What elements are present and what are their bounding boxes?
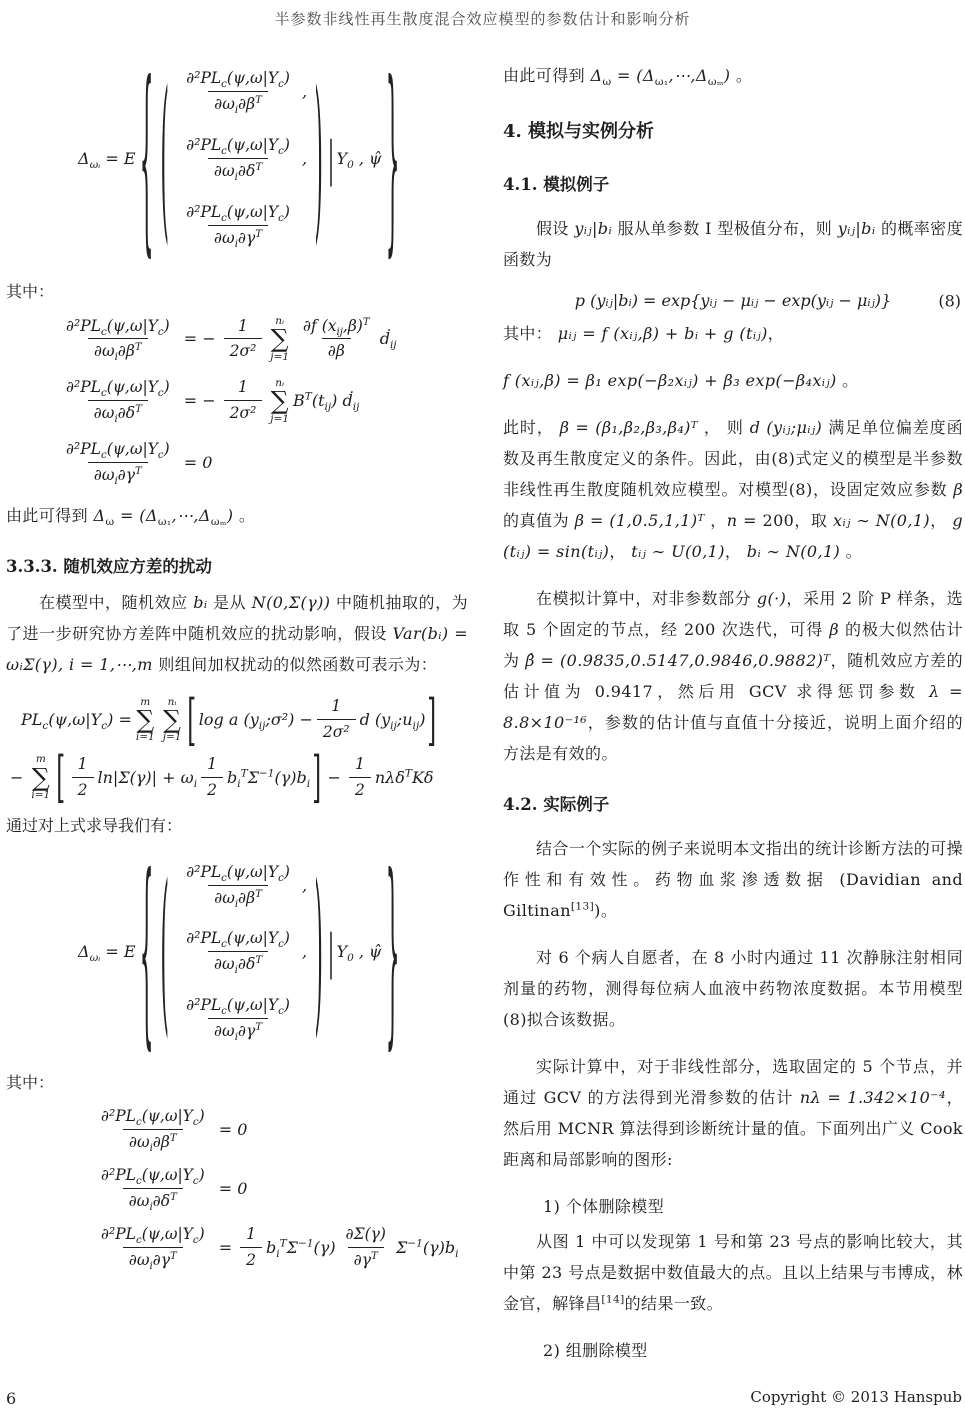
equation-beta-zero: [91, 1106, 468, 1153]
equals-zero: = 0: [183, 452, 213, 472]
fraction-denominator: $\partial\omega_i\partial\beta^T$: [88, 338, 148, 362]
half-fraction: [349, 754, 371, 801]
fraction: [60, 377, 176, 424]
right-brace: }: [385, 834, 400, 1070]
section-heading-333: 3.3.3. 随机效应方差的扰动: [6, 556, 212, 576]
fraction: [60, 316, 176, 363]
equation-lhs: $PL_c(\psi,\omega|Y_c)$ =: [21, 710, 132, 733]
equation-delta-expectation-2: [78, 834, 468, 1070]
fraction: [180, 68, 296, 115]
fraction-denominator: 2: [201, 777, 223, 801]
fraction-numerator: $\partial^2PL_c(\psi,\omega|Y_c)$: [186, 136, 290, 158]
paragraph-model-settings: 此时， β = (β₁,β₂,β₃,β₄)ᵀ ， 则 d (yᵢⱼ;μᵢⱼ) 满足单位偏差度函数及再生散度定义的条件。因此，由(8)式定义的模型是半参数非线性再生散度随机效应模型。对模型(8)，设固定效应参数 β 的真值为 β = (1,0.5,1,1)ᵀ ，n = 200，取 xᵢⱼ ∼ N(0,1)， g (tᵢⱼ) = sin(tᵢⱼ)， tᵢⱼ ∼ U(0,1)， bᵢ ∼ N(0,1) 。: [503, 418, 963, 561]
sigma-icon: ∑: [270, 385, 289, 415]
summation-m: [136, 696, 155, 744]
fraction-denominator: $\partial\omega_i\partial\gamma^T$: [123, 1247, 183, 1271]
summation-upper: m: [35, 753, 46, 766]
equation-tail: ḋ$_{ij}$: [379, 329, 397, 352]
conditioning-bar: |: [328, 923, 335, 980]
fraction: [95, 1224, 211, 1271]
where-label-1: 其中：: [6, 282, 55, 301]
comma: ,: [301, 149, 308, 168]
fraction-denominator: $\partial\omega_i\partial\gamma^T$: [88, 462, 148, 486]
fraction-denominator: 2σ²: [224, 338, 263, 362]
quadratic-left: $b_i^T\Sigma^{-1}(\gamma)$: [266, 1237, 336, 1261]
quadratic-term: $b_i^T\Sigma^{-1}(\gamma)b_i$: [226, 767, 311, 791]
fraction-denominator: $\partial\omega_i\partial\gamma^T$: [208, 1018, 268, 1042]
quadratic-right: $\Sigma^{-1}(\gamma)b_i$: [395, 1237, 459, 1261]
conclude-line-right: 由此可得到 $\Delta_\omega$ = $(\Delta_{\omega_1},\cdots,\Delta_{\omega_m})$ 。: [503, 66, 753, 89]
list-item-group-deletion: 2) 组删除模型: [543, 1341, 648, 1360]
summation-lower: i=1: [31, 789, 51, 802]
half-fraction: [240, 1224, 262, 1271]
fraction-numerator: 1: [331, 697, 342, 716]
paragraph-f-definition: f (xᵢⱼ,β) = β₁ exp(−β₂xᵢⱼ) + β₃ exp(−β₄xᵢⱼ) 。: [503, 371, 859, 390]
fraction-numerator: 1: [246, 1225, 256, 1244]
fraction-row-delta: [176, 135, 307, 182]
left-paren: (: [160, 848, 169, 1056]
equation-gamma-derivative: [91, 1224, 468, 1271]
fraction-denominator: $\partial\omega_i\partial\beta^T$: [123, 1129, 183, 1153]
minus-sign: −: [10, 767, 24, 787]
left-brace: {: [139, 834, 154, 1070]
fraction-numerator: 1: [207, 754, 217, 773]
sigma-icon: ∑: [270, 324, 289, 354]
fraction-numerator: $\partial^2PL_c(\psi,\omega|Y_c)$: [186, 69, 290, 91]
summation-upper: nᵢ: [275, 376, 285, 389]
coefficient-fraction: [224, 377, 263, 424]
fraction-denominator: ∂β: [322, 338, 351, 362]
fraction-denominator: $\partial\omega_i\partial\delta^T$: [88, 400, 148, 424]
paragraph-real-example-intro: 结合一个实际的例子来说明本文指出的统计诊断方法的可操作性和有效性。药物血浆渗透数据 (Davidian and Giltinan[13])。: [503, 839, 963, 920]
sigma-icon: ∑: [136, 704, 155, 734]
equation-second-derivative-gamma-zero: [56, 439, 468, 486]
dSigma-fraction: [340, 1224, 392, 1271]
fraction: [180, 995, 296, 1042]
right-paren: ): [314, 848, 323, 1056]
fraction-numerator: $\partial^2PL_c(\psi,\omega|Y_c)$: [186, 996, 290, 1018]
left-brace: {: [139, 40, 154, 277]
right-brace: }: [385, 40, 400, 277]
fraction-row-delta: [176, 928, 307, 975]
right-paren: ): [314, 54, 323, 263]
fraction-numerator: 1: [238, 316, 248, 335]
fraction-denominator: $\partial\omega_i\partial\beta^T$: [208, 885, 268, 909]
paragraph-simulation-results: 在模拟计算中，对非参数部分 g(·)，采用 2 阶 P 样条，选取 5 个固定的节点，经 200 次迭代，可得 β 的极大似然估计为 β̂ = (0.9835,0.5147,0.9846,0.9882)ᵀ，随机效应方差的估计值为 0.9417，然后用 GCV 求得惩罚参数 λ = 8.8×10⁻¹⁶，参数的估计值与直值十分接近，说明上面介绍的方法是有效的。: [503, 589, 964, 763]
summation-upper: m: [140, 695, 151, 708]
equals-zero: = 0: [218, 1120, 248, 1140]
fraction: [95, 1165, 211, 1212]
log-term: log a $(y_{ij};\sigma^2)$ −: [198, 710, 313, 733]
fraction-numerator: $\partial^2PL_c(\psi,\omega|Y_c)$: [186, 862, 290, 884]
summation-lower: j=1: [162, 731, 182, 744]
equals-sign: =: [218, 1237, 233, 1257]
coefficient-fraction: [317, 696, 356, 743]
right-bracket: ]: [312, 745, 322, 810]
fraction-numerator: 1: [354, 754, 365, 773]
minus-sign: −: [327, 767, 341, 787]
comma: ,: [301, 82, 308, 102]
fraction-denominator: 2: [240, 1247, 262, 1271]
equation-delta-zero: [91, 1165, 468, 1212]
fraction-numerator: $\partial^2PL_c(\psi,\omega|Y_c)$: [66, 316, 170, 338]
equation-delta-expectation-1: [78, 40, 468, 277]
fraction-denominator: $\partial\omega_i\partial\beta^T$: [208, 91, 268, 115]
condition-terms: $Y_0$ , ψ̂: [336, 942, 382, 965]
half-fraction: [72, 754, 94, 801]
left-bracket: [: [56, 745, 66, 810]
page-number: 6: [6, 1389, 17, 1408]
equation-penalized-likelihood-line1: [21, 687, 468, 752]
section-heading-41: 4.1. 模拟例子: [503, 175, 610, 194]
running-head-title: 半参数非线性再生散度混合效应模型的参数估计和影响分析: [274, 10, 691, 28]
condition-terms: $Y_0$ , ψ̂: [336, 149, 382, 172]
paragraph-figure1-findings: 从图 1 中可以发现第 1 号和第 23 号点的影响比较大，其中第 23 号点是数据中数值最大的点。且以上结果与韦博成，林金官，解锋昌[14]的结果一致。: [503, 1232, 963, 1313]
sigma-icon: ∑: [163, 704, 181, 734]
summation-upper: nᵢ: [167, 695, 177, 708]
fraction: [180, 202, 296, 249]
fraction-denominator: $\partial\omega_i\partial\delta^T$: [123, 1188, 183, 1212]
derive-line: 通过对上式求导我们有：: [6, 816, 183, 836]
fraction: [95, 1106, 211, 1153]
fraction-numerator: $\partial^2PL_c(\psi,\omega|Y_c)$: [186, 202, 290, 225]
fraction-numerator: $\partial^2PL_c(\psi,\omega|Y_c)$: [66, 439, 170, 461]
penalty-term: nλδ$^T$Kδ: [374, 767, 434, 787]
equation-lhs: $\Delta_{\omega ᵢ} = E$: [78, 942, 136, 965]
equation-penalized-likelihood-line2: [6, 745, 468, 810]
summation: [270, 377, 289, 425]
fraction: [180, 135, 296, 182]
equals-minus: = −: [183, 329, 216, 349]
copyright-notice: Copyright © 2013 Hanspub: [750, 1388, 962, 1406]
deviance-term: d $(y_{ij};u_{ij})$: [359, 710, 426, 733]
where-label-2: 其中：: [6, 1073, 55, 1093]
sigma-icon: ∑: [31, 762, 50, 792]
summation-lower: i=1: [135, 731, 155, 744]
fraction-denominator: 2: [72, 777, 94, 801]
summation-m: [31, 753, 50, 801]
equation-lhs: $\Delta_{\omega ᵢ} = E$: [78, 149, 136, 172]
fraction-numerator: $\partial^2PL_c(\psi,\omega|Y_c)$: [101, 1225, 205, 1247]
section-heading-42: 4.2. 实际例子: [503, 795, 610, 814]
df-fraction: [297, 316, 376, 363]
paragraph-random-effect: 在模型中，随机效应 bᵢ 是从 N(0,Σ(γ)) 中随机抽取的，为了进一步研究协方差阵中随机效应的扰动影响，假设 Var(bᵢ) = ωᵢΣ(γ), i = 1,⋯,m 则组间加权扰动的似然函数可表示为：: [6, 592, 469, 674]
comma: ,: [301, 875, 308, 895]
left-column: [6, 40, 469, 1273]
paragraph-patients-data: 对 6 个病人自愿者，在 8 小时内通过 11 次静脉注射相同剂量的药物，测得每位病人血液中药物浓度数据。本节用模型(8)拟合该数据。: [503, 948, 963, 1029]
fraction-numerator: ∂f $(x_{ij},\beta)^T$: [303, 316, 370, 338]
list-item-individual-deletion: 1) 个体删除模型: [543, 1197, 665, 1216]
summation-upper: nᵢ: [275, 315, 285, 327]
fraction-row-gamma: [176, 202, 307, 249]
summation-ni: [163, 696, 182, 744]
fraction-numerator: $\partial^2PL_c(\psi,\omega|Y_c)$: [101, 1107, 205, 1129]
fraction-denominator: 2σ²: [317, 719, 356, 743]
paragraph-assumption: 假设 yᵢⱼ|bᵢ 服从单参数 I 型极值分布，则 yᵢⱼ|bᵢ 的概率密度函数为: [503, 219, 963, 269]
fraction-numerator: $\partial^2PL_c(\psi,\omega|Y_c)$: [101, 1166, 205, 1188]
fraction-numerator: 1: [238, 378, 248, 397]
coefficient-fraction: [224, 316, 263, 363]
right-column: [503, 52, 963, 1366]
summation-lower: j=1: [270, 350, 290, 363]
fraction-numerator: $\partial^2PL_c(\psi,\omega|Y_c)$: [186, 929, 290, 951]
fraction-denominator: $\partial\omega_i\partial\delta^T$: [208, 951, 268, 975]
density-formula: p (yᵢⱼ|bᵢ) = exp{yᵢⱼ − μᵢⱼ − exp(yᵢⱼ − μᵢⱼ)}: [574, 291, 892, 310]
fraction-numerator: ∂Σ(γ): [345, 1225, 386, 1244]
left-bracket: [: [187, 687, 197, 752]
fraction-stack: [176, 862, 307, 1043]
fraction: [60, 439, 176, 486]
fraction-denominator: 2: [349, 777, 371, 801]
fraction-stack: [176, 68, 307, 249]
summation-lower: j=1: [270, 412, 290, 425]
comma: ,: [301, 942, 308, 962]
log-det-term: $\ln|\Sigma(\gamma)| + \omega_i$: [97, 767, 198, 791]
left-paren: (: [160, 54, 169, 263]
paragraph-real-computation: 实际计算中，对于非线性部分，选取固定的 5 个节点，并通过 GCV 的方法得到光滑参数的估计 nλ = 1.342×10⁻⁴，然后用 MCNR 算法得到诊断统计量的值。下面列出广义 Cook 距离和局部影响的图形:: [503, 1057, 963, 1169]
fraction-denominator: $\partial\omega_i\partial\delta^T$: [208, 158, 268, 182]
fraction-row-gamma: [176, 995, 307, 1042]
equals-minus: = −: [183, 391, 216, 411]
paragraph-mu-definition: 其中： μᵢⱼ = f (xᵢⱼ,β) + bᵢ + g (tᵢⱼ)，: [503, 324, 785, 343]
equation-number: (8): [938, 291, 961, 310]
right-bracket: ]: [427, 687, 437, 752]
fraction-denominator: $\partial\omega_i\partial\gamma^T$: [208, 225, 268, 249]
fraction-row-beta: [176, 68, 307, 115]
summation: [270, 315, 289, 363]
fraction-denominator: 2σ²: [224, 400, 263, 424]
fraction: [180, 928, 296, 975]
equation-second-derivative-beta: [56, 315, 468, 363]
section-heading-4: 4. 模拟与实例分析: [503, 121, 655, 142]
fraction: [180, 862, 296, 909]
fraction-denominator: $\partial\gamma^T$: [348, 1247, 384, 1271]
equation-tail: $B^T(t_{ij})$ ḋ$_{ij}$: [293, 390, 360, 414]
fraction-numerator: 1: [77, 754, 88, 773]
half-fraction: [201, 754, 223, 801]
fraction-numerator: $\partial^2PL_c(\psi,\omega|Y_c)$: [66, 378, 170, 400]
conclude-line-left: 由此可得到 $\Delta_\omega$ = $(\Delta_{\omega_1},\cdots,\Delta_{\omega_m})$ 。: [6, 505, 256, 528]
conditioning-bar: |: [328, 130, 335, 187]
fraction-row-beta: [176, 862, 307, 909]
equation-density-8: [503, 291, 963, 310]
equals-zero: = 0: [218, 1179, 248, 1199]
equation-second-derivative-delta: [56, 377, 468, 425]
